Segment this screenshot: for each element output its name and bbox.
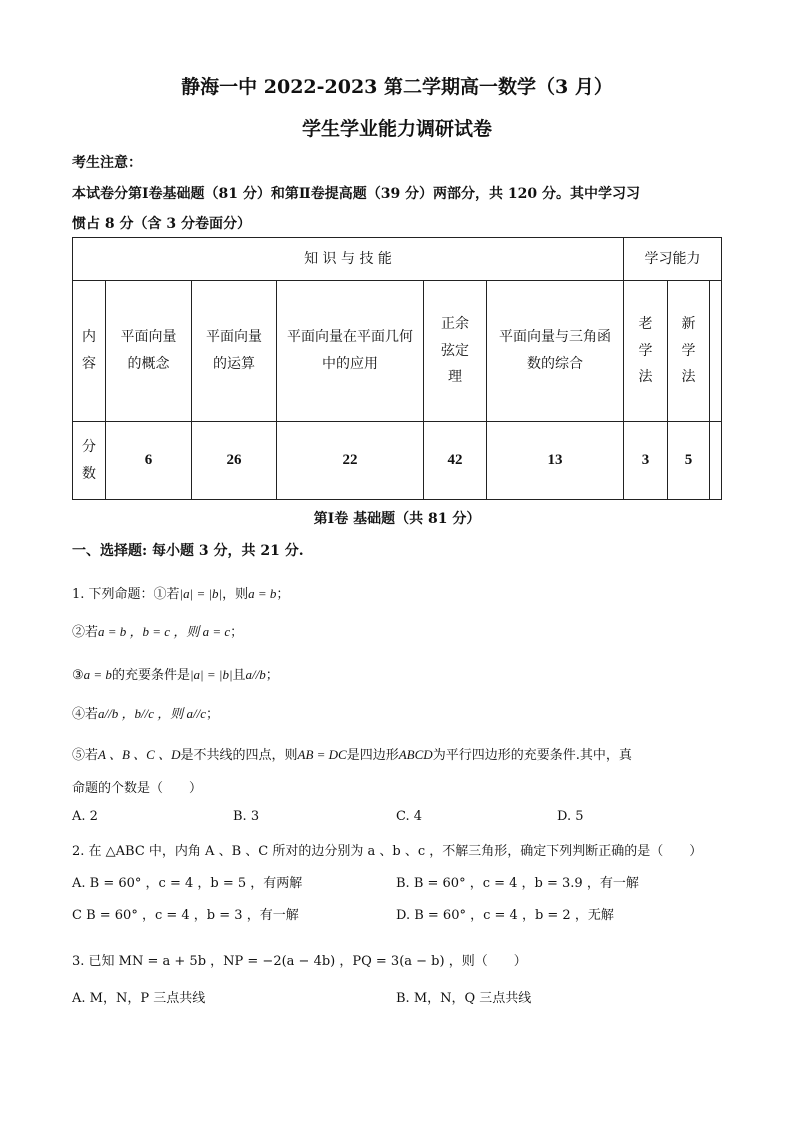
q1-option-d[interactable]: D. 5 (557, 809, 584, 824)
table-empty-cell (710, 281, 722, 422)
table-score: 6 (106, 422, 192, 500)
table-score: 5 (668, 422, 710, 500)
table-col-name: 老学法 (624, 281, 668, 422)
notice-label: 考生注意： (72, 155, 142, 171)
question-1-line2: ②若a = b ，b = c ，则 a = c； (72, 624, 244, 640)
q1-p4: a//b ，b//c ，则 a//c (98, 706, 206, 721)
table-group-ability: 学习能力 (624, 238, 722, 281)
page-subtitle: 学生学业能力调研试卷 (301, 118, 492, 140)
q1-p3-pre: ③ (72, 668, 84, 683)
q1-p1: |a| = |b| (179, 586, 223, 601)
question-1-line4: ④若a//b ，b//c ，则 a//c； (72, 706, 219, 722)
q1-option-a[interactable]: A. 2 (72, 809, 98, 824)
q2-option-d[interactable]: D. B = 60° ，c = 4 ，b = 2 ，无解 (396, 908, 614, 923)
section-title: 第Ⅰ卷 基础题（共 81 分） (313, 511, 481, 527)
q1-p3: a = b (83, 667, 112, 682)
q2-option-c[interactable]: C B = 60° ，c = 4 ，b = 3 ，有一解 (72, 908, 299, 923)
notice-line1: 本试卷分第Ⅰ卷基础题（81 分）和第Ⅱ卷提高题（39 分）两部分，共 120 分。其中学习习 (72, 186, 641, 202)
q1-option-b[interactable]: B. 3 (233, 809, 260, 824)
q1-p5-pts: A 、B 、C 、D (98, 747, 181, 762)
table-score: 3 (624, 422, 668, 500)
table-col-name: 平面向量的运算 (192, 281, 277, 422)
table-col-name: 平面向量的概念 (106, 281, 192, 422)
question-1-line5 (72, 744, 632, 763)
q1-p5-text: 是不共线的四点，则 (180, 748, 298, 763)
q1-p2-pre: ②若 (72, 625, 99, 640)
table-row-label-score: 分数 (73, 422, 106, 500)
q1-p1-concl: a = b (248, 586, 277, 601)
table-col-name: 正余弦定理 (424, 281, 487, 422)
q1-p3-cond: |a| = |b| (189, 667, 233, 682)
page-title: 静海一中 2022-2023 第二学期高一数学（3 月） (181, 76, 613, 98)
table-group-knowledge: 知 识 与 技 能 (73, 238, 624, 281)
q1-intro: 1. 下列命题：①若 (72, 587, 180, 602)
table-score: 13 (487, 422, 624, 500)
q1-p1-then: ，则 (222, 587, 249, 602)
question-1-line1: 1. 下列命题：①若|a| = |b|，则a = b； (72, 586, 290, 602)
q3-option-a[interactable]: A. M，N，P 三点共线 (72, 991, 206, 1006)
table-row-label-content: 内容 (73, 281, 106, 422)
q1-p3-and: 且 (232, 668, 246, 683)
question-2-stem: 2. 在 △ABC 中，内角 A 、B 、C 所对的边分别为 a 、b 、c ，不解三角形，确定下列判断正确的是（ ） (72, 844, 703, 859)
question-3-stem: 3. 已知 MN = a + 5b ，NP = −2(a − 4b) ，PQ = 3(a − b) ，则（ ） (72, 954, 527, 969)
notice-line2: 惯占 8 分（含 3 分卷面分） (72, 216, 251, 232)
question-1-line6: 命题的个数是（ ） (72, 781, 203, 796)
q1-p3-mid: 的充要条件是 (111, 668, 190, 683)
q1-p3-par: a//b (245, 667, 266, 682)
question-1-line3: ③a = b的充要条件是|a| = |b|且a//b； (72, 667, 279, 683)
q1-p5-text3: 为平行四边形的充要条件.其中，真 (432, 748, 632, 763)
table-score: 22 (277, 422, 424, 500)
q3-option-b[interactable]: B. M，N，Q 三点共线 (396, 991, 532, 1006)
q2-option-a[interactable]: A. B = 60° ，c = 4 ，b = 5 ，有两解 (72, 876, 303, 891)
table-empty-cell (710, 422, 722, 500)
q1-p5-quad: ABCD (398, 747, 433, 762)
q1-p5-text2: 是四边形 (346, 748, 399, 763)
q1-option-c[interactable]: C. 4 (396, 809, 423, 824)
table-score: 26 (192, 422, 277, 500)
section-heading: 一、选择题: 每小题 3 分，共 21 分. (72, 543, 304, 559)
table-col-name: 平面向量与三角函数的综合 (487, 281, 624, 422)
q1-p5-eq: AB = DC (297, 747, 347, 762)
table-col-name: 平面向量在平面几何中的应用 (277, 281, 424, 422)
ability-table (72, 237, 722, 500)
q1-p2: a = b ，b = c ，则 a = c (98, 624, 231, 639)
q1-p4-pre: ④若 (72, 707, 99, 722)
table-score: 42 (424, 422, 487, 500)
q2-option-b[interactable]: B. B = 60° ，c = 4 ，b = 3.9 ，有一解 (396, 876, 639, 891)
q1-p5-pre: ⑤若 (72, 748, 99, 763)
table-col-name: 新学法 (668, 281, 710, 422)
